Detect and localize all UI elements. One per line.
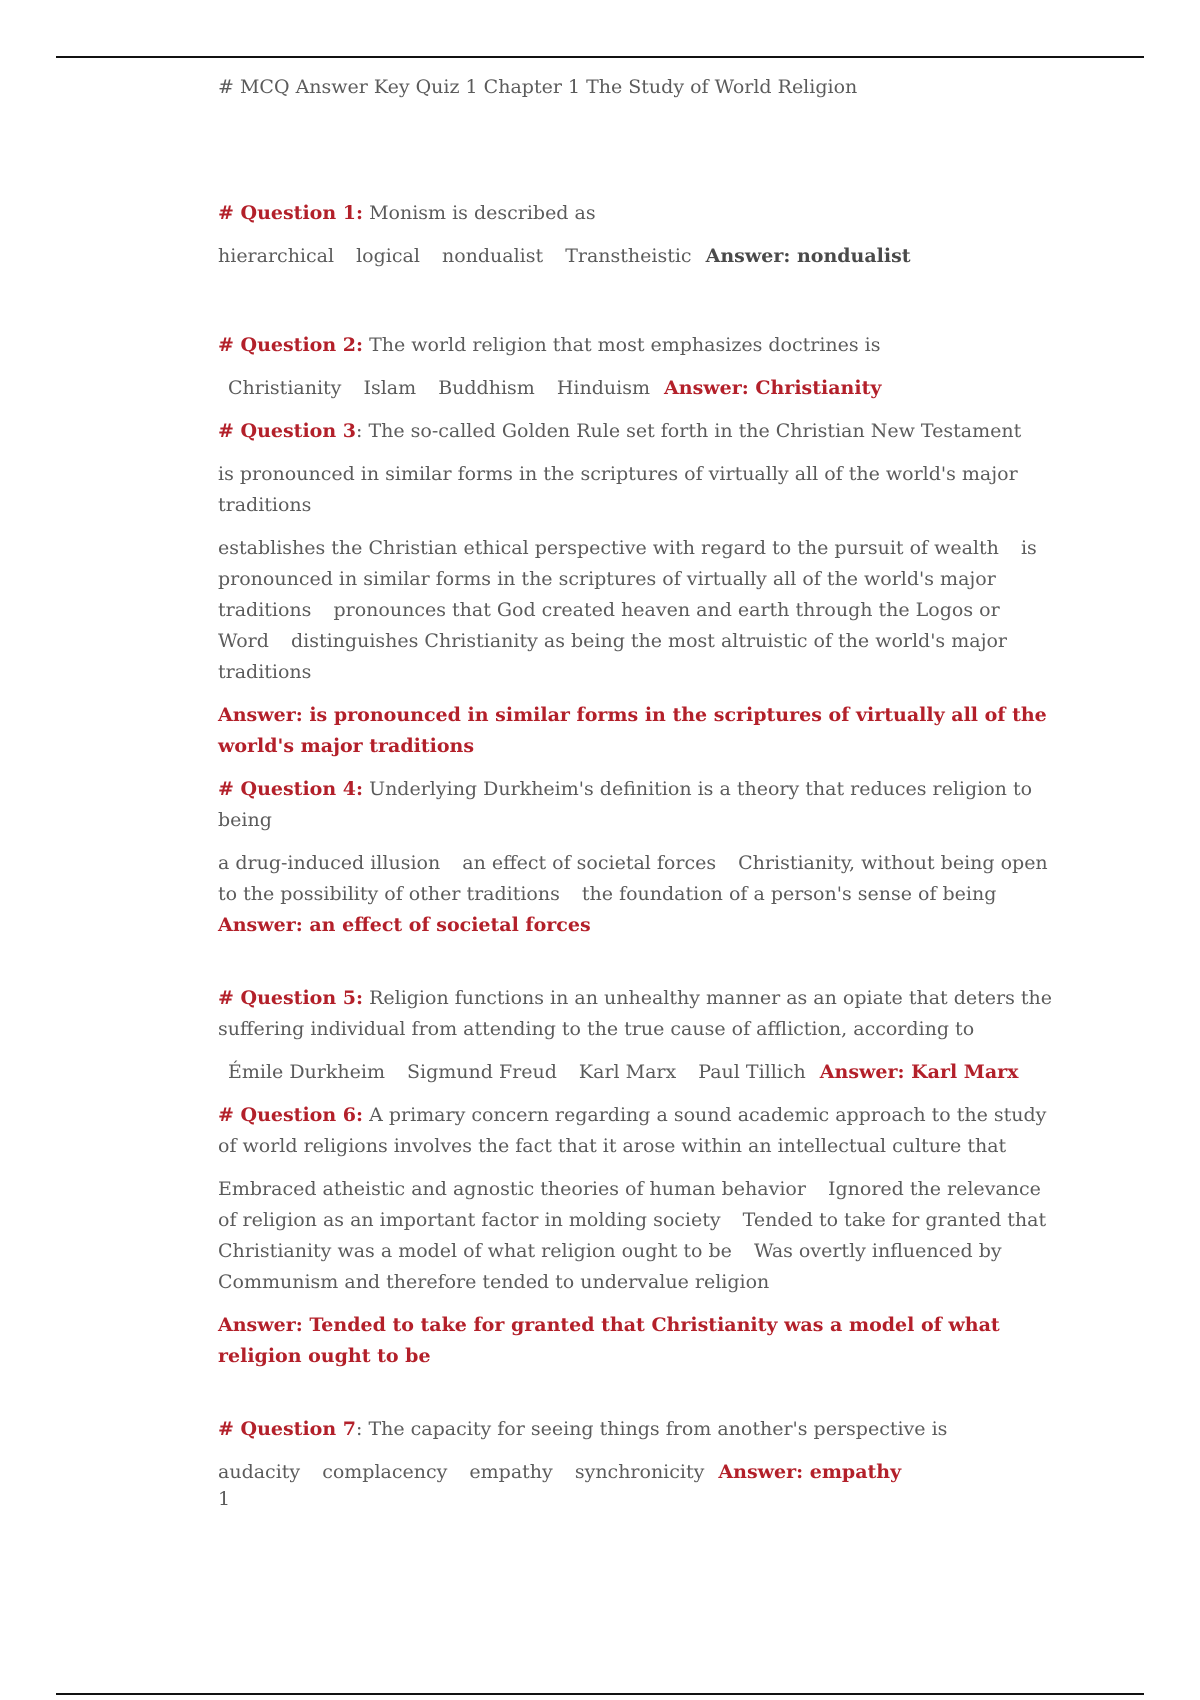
question-5-answer: Answer: Karl Marx bbox=[819, 1061, 1019, 1083]
question-7-text: : The capacity for seeing things from another's perspective is bbox=[356, 1418, 948, 1440]
question-3-stem bbox=[218, 416, 1054, 447]
question-6-label: # Question 6: bbox=[218, 1104, 364, 1126]
question-1-answer: Answer: nondualist bbox=[705, 245, 911, 267]
question-7-stem bbox=[218, 1414, 1054, 1445]
question-7-option-a: audacity bbox=[218, 1461, 301, 1483]
question-5-option-b: Sigmund Freud bbox=[407, 1061, 557, 1083]
question-6-text: A primary concern regarding a sound academic approach to the study of world religions involves the fact that it arose within an intellectual culture that bbox=[218, 1104, 1047, 1157]
question-1 bbox=[218, 198, 1054, 272]
question-4-options bbox=[218, 848, 1054, 941]
question-4-text: Underlying Durkheim's definition is a theory that reduces religion to being bbox=[218, 778, 1033, 831]
question-3-option-a: establishes the Christian ethical perspective with regard to the pursuit of wealth bbox=[218, 537, 999, 559]
question-1-option-c: nondualist bbox=[441, 245, 544, 267]
question-7-option-c: empathy bbox=[469, 1461, 553, 1483]
question-6-option-d: Was overtly influenced by Communism and therefore tended to undervalue religion bbox=[218, 1240, 1002, 1293]
question-4-stem bbox=[218, 774, 1054, 836]
question-4 bbox=[218, 774, 1054, 941]
question-6-answer: Answer: Tended to take for granted that Christianity was a model of what religion ought to be bbox=[218, 1314, 1000, 1367]
question-2-option-c: Buddhism bbox=[438, 377, 535, 399]
question-3-answer: Answer: is pronounced in similar forms in the scriptures of virtually all of the world's major traditions bbox=[218, 704, 1047, 757]
question-1-text: Monism is described as bbox=[369, 202, 596, 224]
question-7-option-b: complacency bbox=[322, 1461, 448, 1483]
question-3-option-d: distinguishes Christianity as being the most altruistic of the world's major traditions bbox=[218, 630, 1007, 683]
question-4-option-b: an effect of societal forces bbox=[462, 852, 717, 874]
question-5-option-d: Paul Tillich bbox=[698, 1061, 806, 1083]
question-7-option-d: synchronicity bbox=[574, 1461, 705, 1483]
question-7-label: # Question 7 bbox=[218, 1418, 357, 1440]
question-2 bbox=[218, 330, 1054, 404]
question-2-answer: Answer: Christianity bbox=[664, 377, 882, 399]
question-6 bbox=[218, 1100, 1054, 1372]
question-2-option-b: Islam bbox=[363, 377, 417, 399]
question-7-answer: Answer: empathy bbox=[718, 1461, 902, 1483]
bottom-rule bbox=[56, 1693, 1144, 1695]
question-6-option-c: Tended to take for granted that Christianity was a model of what religion ought to be bbox=[218, 1209, 1047, 1262]
question-5-text: Religion functions in an unhealthy manner as an opiate that deters the suffering individual from attending to the true cause of affliction, according to bbox=[218, 987, 1052, 1040]
question-1-option-b: logical bbox=[356, 245, 420, 267]
question-2-stem bbox=[218, 330, 1054, 361]
page-title: # MCQ Answer Key Quiz 1 Chapter 1 The Study of World Religion bbox=[218, 76, 858, 98]
question-4-label: # Question 4: bbox=[218, 778, 364, 800]
question-4-option-c: Christianity, without being open to the possibility of other traditions bbox=[218, 852, 1048, 905]
question-5 bbox=[218, 983, 1054, 1088]
question-3-option-b: is pronounced in similar forms in the scriptures of virtually all of the world's major traditions bbox=[218, 537, 1037, 621]
question-1-option-a: hierarchical bbox=[218, 245, 335, 267]
question-7-options bbox=[218, 1457, 1054, 1488]
question-2-text: The world religion that most emphasizes doctrines is bbox=[369, 334, 881, 356]
question-5-options bbox=[218, 1057, 1054, 1088]
question-4-option-a: a drug-induced illusion bbox=[218, 852, 441, 874]
question-6-stem bbox=[218, 1100, 1054, 1162]
question-3-text: : The so-called Golden Rule set forth in the Christian New Testament bbox=[356, 420, 1022, 442]
question-1-label: # Question 1: bbox=[218, 202, 364, 224]
question-7 bbox=[218, 1414, 1054, 1510]
question-6-options bbox=[218, 1174, 1054, 1298]
question-1-stem bbox=[218, 198, 1054, 229]
question-2-options bbox=[218, 373, 1054, 404]
question-5-option-c: Karl Marx bbox=[578, 1061, 677, 1083]
question-2-option-d: Hinduism bbox=[556, 377, 650, 399]
question-3-options bbox=[218, 533, 1054, 688]
question-2-option-a: Christianity bbox=[228, 377, 342, 399]
top-rule bbox=[56, 56, 1144, 58]
question-5-label: # Question 5: bbox=[218, 987, 364, 1009]
question-6-option-a: Embraced atheistic and agnostic theories of human behavior bbox=[218, 1178, 806, 1200]
question-5-option-a: Émile Durkheim bbox=[228, 1061, 385, 1083]
question-3-label: # Question 3 bbox=[218, 420, 357, 442]
page-number: 1 bbox=[218, 1488, 231, 1510]
question-3-option-c: pronounces that God created heaven and earth through the Logos or Word bbox=[218, 599, 1000, 652]
question-1-options bbox=[218, 241, 1054, 272]
question-3 bbox=[218, 416, 1054, 762]
question-6-option-b: Ignored the relevance of religion as an important factor in molding society bbox=[218, 1178, 1041, 1231]
document-body bbox=[218, 72, 1054, 1510]
question-4-answer: Answer: an effect of societal forces bbox=[218, 914, 591, 936]
question-2-label: # Question 2: bbox=[218, 334, 364, 356]
question-1-option-d: Transtheistic bbox=[565, 245, 692, 267]
question-5-stem bbox=[218, 983, 1054, 1045]
question-4-option-d: the foundation of a person's sense of being bbox=[581, 883, 997, 905]
question-3-continuation: is pronounced in similar forms in the scriptures of virtually all of the world's major traditions bbox=[218, 463, 1018, 516]
